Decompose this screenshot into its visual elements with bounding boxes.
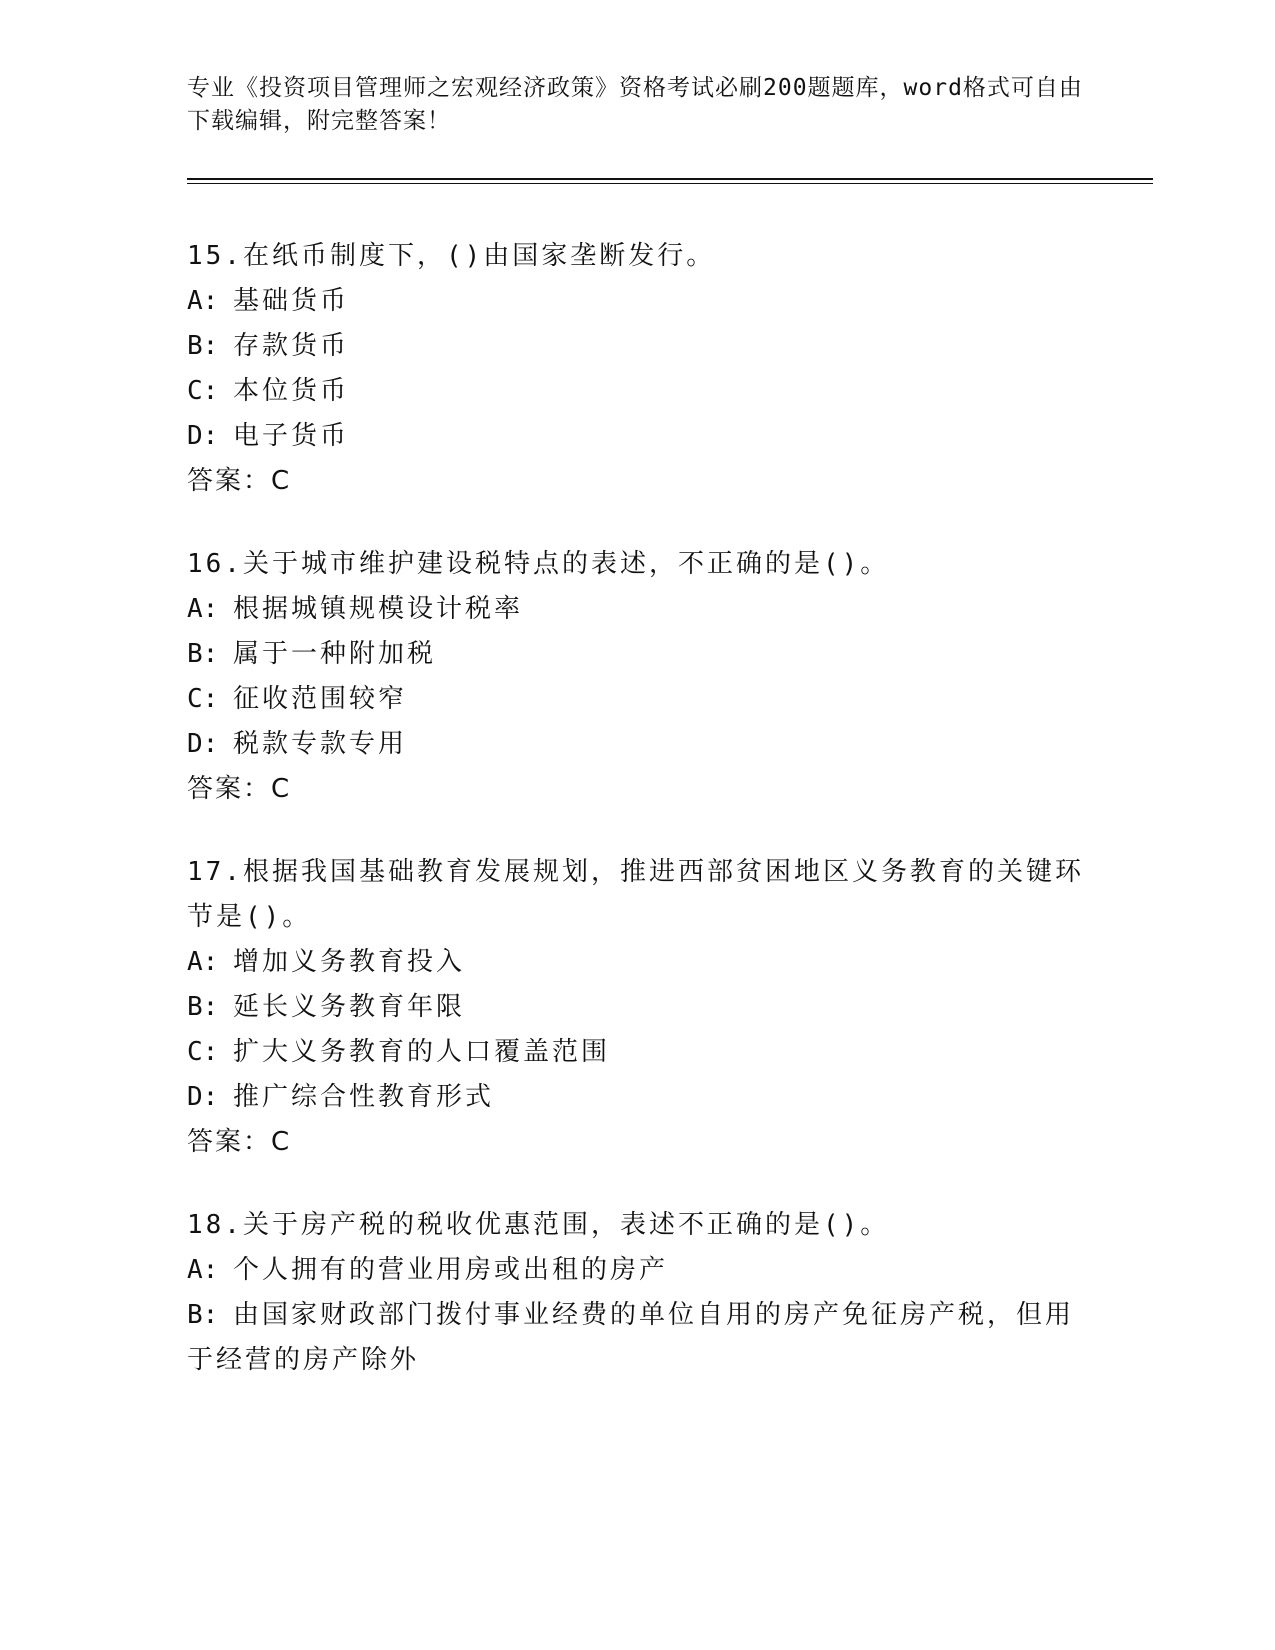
answer-value: C [271, 774, 292, 804]
question-15 [187, 234, 1087, 504]
option-text: 扩大义务教育的人口覆盖范围 [233, 1037, 611, 1067]
question-stem: 18.关于房产税的税收优惠范围，表述不正确的是()。 [187, 1210, 890, 1240]
answer-line [187, 767, 1087, 812]
option-letter: B: [187, 992, 219, 1022]
option-letter: B: [187, 1300, 219, 1330]
option-letter: C: [187, 376, 219, 406]
option-text: 由国家财政部门拨付事业经费的单位自用的房产免征房产税，但用于经营的房产除外 [187, 1300, 1075, 1375]
option-text: 延长义务教育年限 [233, 992, 466, 1022]
option-letter: B: [187, 639, 219, 669]
question-18 [187, 1203, 1087, 1383]
option-letter: D: [187, 729, 219, 759]
answer-line [187, 1120, 1087, 1165]
header-divider [187, 178, 1153, 184]
option-c [187, 677, 1087, 722]
option-d [187, 414, 1087, 459]
option-letter: D: [187, 1082, 219, 1112]
option-letter: A: [187, 1255, 219, 1285]
option-c [187, 369, 1087, 414]
option-text: 税款专款专用 [233, 729, 408, 759]
option-b [187, 324, 1087, 369]
option-text: 根据城镇规模设计税率 [233, 594, 524, 624]
option-text: 推广综合性教育形式 [233, 1082, 495, 1112]
option-letter: D: [187, 421, 219, 451]
question-stem: 16.关于城市维护建设税特点的表述，不正确的是()。 [187, 549, 890, 579]
option-a [187, 279, 1087, 324]
question-stem: 15.在纸币制度下，()由国家垄断发行。 [187, 241, 716, 271]
option-text: 增加义务教育投入 [233, 947, 466, 977]
option-a [187, 1248, 1087, 1293]
option-d [187, 1075, 1087, 1120]
option-b [187, 985, 1087, 1030]
option-letter: C: [187, 1037, 219, 1067]
answer-label: 答案： [187, 1127, 272, 1157]
option-a [187, 940, 1087, 985]
answer-label: 答案： [187, 774, 272, 804]
option-letter: B: [187, 331, 219, 361]
option-c [187, 1030, 1087, 1075]
option-text: 征收范围较窄 [233, 684, 408, 714]
option-text: 基础货币 [233, 286, 350, 316]
option-text: 属于一种附加税 [233, 639, 437, 669]
option-letter: A: [187, 594, 219, 624]
question-17 [187, 850, 1087, 1165]
option-letter: C: [187, 684, 219, 714]
answer-value: C [271, 466, 292, 496]
option-d [187, 722, 1087, 767]
option-a [187, 587, 1087, 632]
question-stem: 17.根据我国基础教育发展规划，推进西部贫困地区义务教育的关键环节是()。 [187, 857, 1084, 932]
option-b [187, 632, 1087, 677]
option-text: 存款货币 [233, 331, 350, 361]
option-b [187, 1293, 1087, 1383]
option-text: 电子货币 [233, 421, 350, 451]
answer-line [187, 459, 1087, 504]
option-letter: A: [187, 947, 219, 977]
answer-label: 答案： [187, 466, 272, 496]
question-list [187, 234, 1087, 1421]
option-text: 本位货币 [233, 376, 350, 406]
document-header: 专业《投资项目管理师之宏观经济政策》资格考试必刷200题题库，word格式可自由下载编辑，附完整答案！ [187, 75, 1083, 134]
option-text: 个人拥有的营业用房或出租的房产 [233, 1255, 669, 1285]
question-16 [187, 542, 1087, 812]
option-letter: A: [187, 286, 219, 316]
answer-value: C [271, 1127, 292, 1157]
